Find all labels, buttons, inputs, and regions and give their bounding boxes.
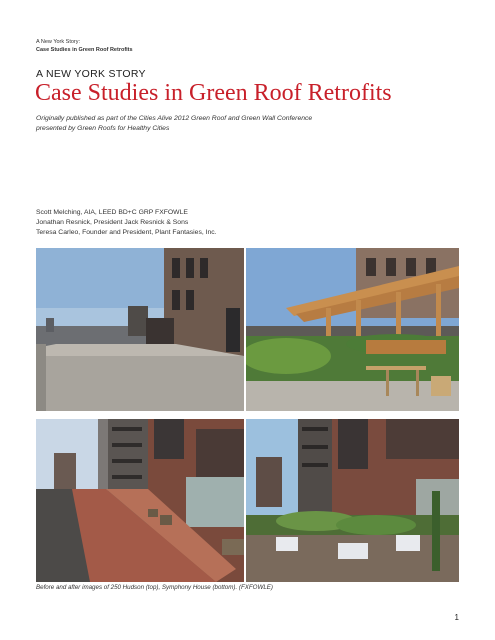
author-list xyxy=(36,208,217,238)
photo-250-hudson-before xyxy=(36,248,244,411)
running-header-line1: A New York Story: xyxy=(36,39,81,45)
photo-symphony-house-after xyxy=(246,419,459,582)
subtitle-line1: Originally published as part of the Cities Alive 2012 Green Roof and Green Wall Conference xyxy=(36,115,313,122)
subtitle-line2: presented by Green Roofs for Healthy Cities xyxy=(36,125,170,132)
author-1: Scott Melching, AIA, LEED BD+C GRP FXFOWLE xyxy=(36,209,188,216)
page-title: Case Studies in Green Roof Retrofits xyxy=(35,80,392,106)
author-3: Teresa Carleo, Founder and President, Plant Fantasies, Inc. xyxy=(36,229,217,236)
photo-caption: Before and after images of 250 Hudson (top), Symphony House (bottom). (FXFOWLE) xyxy=(36,584,273,591)
photo-symphony-house-before xyxy=(36,419,244,582)
photo-250-hudson-after xyxy=(246,248,459,411)
page-number: 1 xyxy=(454,613,459,622)
author-2: Jonathan Resnick, President Jack Resnick & Sons xyxy=(36,219,189,226)
running-header xyxy=(36,38,133,54)
kicker: A NEW YORK STORY xyxy=(36,68,146,80)
subtitle xyxy=(36,114,396,134)
running-header-line2: Case Studies in Green Roof Retrofits xyxy=(36,47,133,53)
